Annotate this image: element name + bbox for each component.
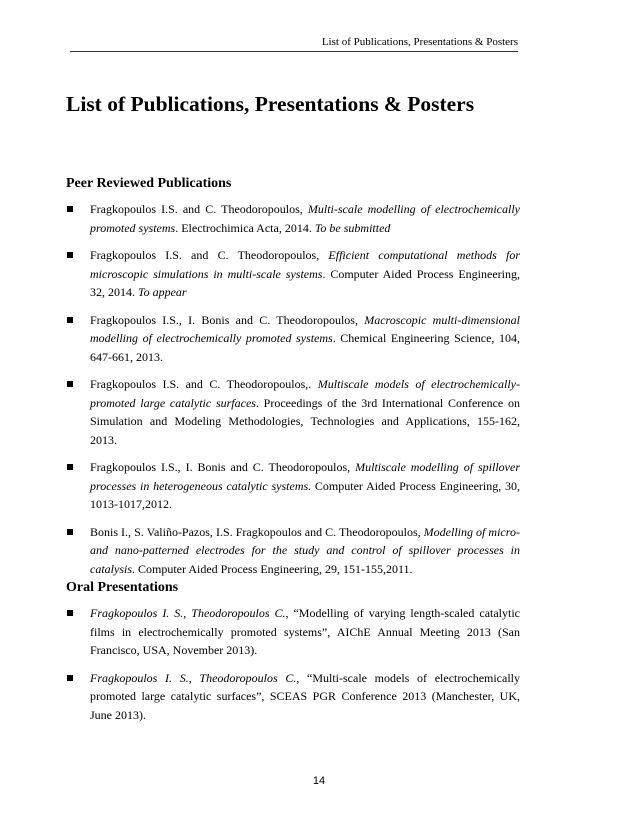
page-number: 14 [312,775,326,787]
page-title: List of Publications, Presentations & Posters [66,92,475,116]
publication-authors: Fragkopoulos I.S., I. Bonis and C. Theodoropoulos, [90,460,356,474]
publication-entry [66,523,520,579]
publication-venue: . Chemical Engineering Science, 104, 647-661, 2013. [90,331,520,364]
square-bullet-icon [67,206,73,212]
publication-venue: . Computer Aided Process Engineering, 29, 151-155,2011. [132,561,413,576]
publication-entry [66,375,520,449]
publication-entry [66,246,520,302]
publication-authors: Fragkopoulos I.S., I. Bonis and C. Theodoropoulos, [90,312,365,327]
publication-title: Modelling of micro- and nano-patterned electrodes for the study and control of spillover processes in catalysis [90,524,520,576]
publication-entry [66,311,520,367]
square-bullet-icon [67,675,73,681]
square-bullet-icon [67,252,73,258]
section-heading-oral: Oral Presentations [66,580,179,595]
section-peer-reviewed [66,176,520,587]
publication-authors: Fragkopoulos I.S. and C. Theodoropoulos, [90,202,308,216]
publication-authors: Fragkopoulos I.S. and C. Theodoropoulos,. [90,377,318,391]
running-header: List of Publications, Presentations & Posters [70,36,518,52]
publication-venue: . Electrochimica Acta, 2014. [175,220,315,235]
square-bullet-icon [67,610,73,616]
square-bullet-icon [67,317,73,323]
publication-title: Multiscale models of electrochemically-promoted large catalytic surfaces [90,377,520,410]
square-bullet-icon [67,529,73,535]
presentation-text: , “Multi-scale models of electrochemically promoted large catalytic surfaces”, SCEAS PGR Conference 2013 (Manchester, UK, June 2013). [90,670,521,722]
publication-entry [66,458,520,514]
publication-entry [66,200,520,237]
square-bullet-icon [67,464,73,470]
presentation-entry [66,604,520,660]
publication-status: To appear [138,285,187,299]
publication-venue: . Computer Aided Process Engineering, 32, 2014. [90,266,520,299]
publication-title: Multi-scale modelling of electrochemically promoted systems [90,202,520,235]
presentation-entry [66,669,520,725]
publication-venue: Computer Aided Process Engineering, 30, 1013-1017,2012. [90,478,520,511]
section-heading-peer-reviewed: Peer Reviewed Publications [66,176,232,191]
section-oral-presentations [66,580,520,733]
presentation-text: , “Modelling of varying length-scaled catalytic films in electrochemically promoted systems”, AIChE Annual Meeting 2013 (San Francisco, USA, November 2013). [90,606,521,657]
publication-title: Macroscopic multi-dimensional modelling of electrochemically promoted systems [90,312,521,345]
publication-status: To be submitted [314,220,391,235]
publication-authors: Fragkopoulos I.S. and C. Theodoropoulos, [90,248,329,262]
presentation-authors: Fragkopoulos I. S., Theodoropoulos C. [90,670,297,685]
publication-title: Multiscale modelling of spillover processes in heterogeneous catalytic systems. [90,460,520,493]
publication-venue: . Proceedings of the 3rd International Conference on Simulation and Modeling Methodologies, Technologies and Applications, 155-162, 2013. [90,395,520,447]
publication-title: Efficient computational methods for microscopic simulations in multi-scale systems [90,248,520,281]
publication-authors: Bonis I., S. Valiño-Pazos, I.S. Fragkopoulos and C. Theodoropoulos, [90,524,424,539]
square-bullet-icon [67,381,73,387]
presentation-authors: Fragkopoulos I. S., Theodoropoulos C. [90,606,286,620]
